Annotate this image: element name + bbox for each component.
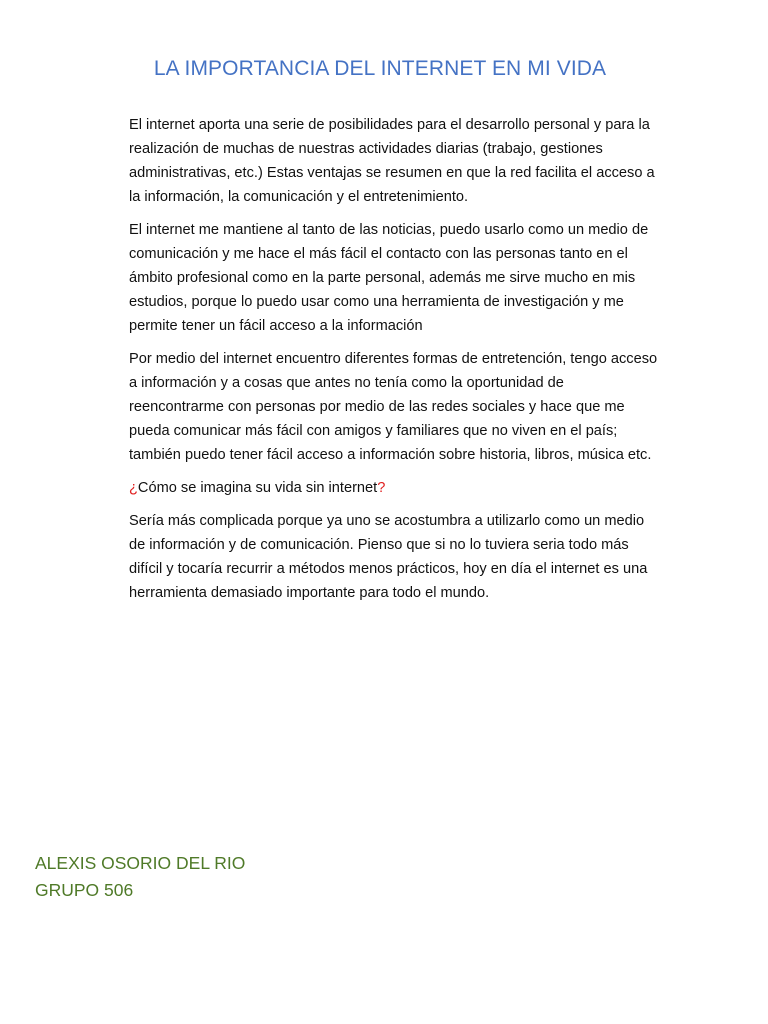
document-body: [129, 113, 659, 614]
author-group: GRUPO 506: [35, 880, 134, 900]
question: [129, 476, 659, 500]
page-title: LA IMPORTANCIA DEL INTERNET EN MI VIDA: [153, 57, 607, 80]
author-block: [35, 850, 245, 904]
question-open-mark: ¿: [129, 480, 138, 496]
answer-paragraph: Sería más complicada porque ya uno se acostumbra a utilizarlo como un medio de información y de comunicación. Pienso que si no lo tuviera seria todo más difícil y tocaría recurrir a métodos menos prácticos, hoy en día el internet es una herramienta demasiado importante para todo el mundo.: [129, 513, 648, 601]
question-close-mark: ?: [377, 480, 386, 496]
paragraph-intro: El internet aporta una serie de posibilidades para el desarrollo personal y para la realización de muchas de nuestras actividades diarias (trabajo, gestiones administrativas, etc.) Estas ventajas se resumen en que la red facilita el acceso a la información, la comunicación y el entretenimiento.: [129, 117, 655, 205]
paragraph-entertainment: Por medio del internet encuentro diferentes formas de entretención, tengo acceso a información y a cosas que antes no tenía como la oportunidad de reencontrarme con personas por medio de las redes sociales y hace que me pueda comunicar más fácil con amigos y familiares que no viven en el país; también puedo tener fácil acceso a información sobre historia, libros, música etc.: [129, 351, 658, 463]
author-name: ALEXIS OSORIO DEL RIO: [35, 853, 246, 873]
question-text: Cómo se imagina su vida sin internet: [137, 480, 378, 496]
paragraph-news-communication: El internet me mantiene al tanto de las noticias, puedo usarlo como un medio de comunicación y me hace el más fácil el contacto con las personas tanto en el ámbito profesional como en la parte personal, además me sirve mucho en mis estudios, porque lo puedo usar como una herramienta de investigación y me permite tener un fácil acceso a la información: [129, 222, 649, 334]
